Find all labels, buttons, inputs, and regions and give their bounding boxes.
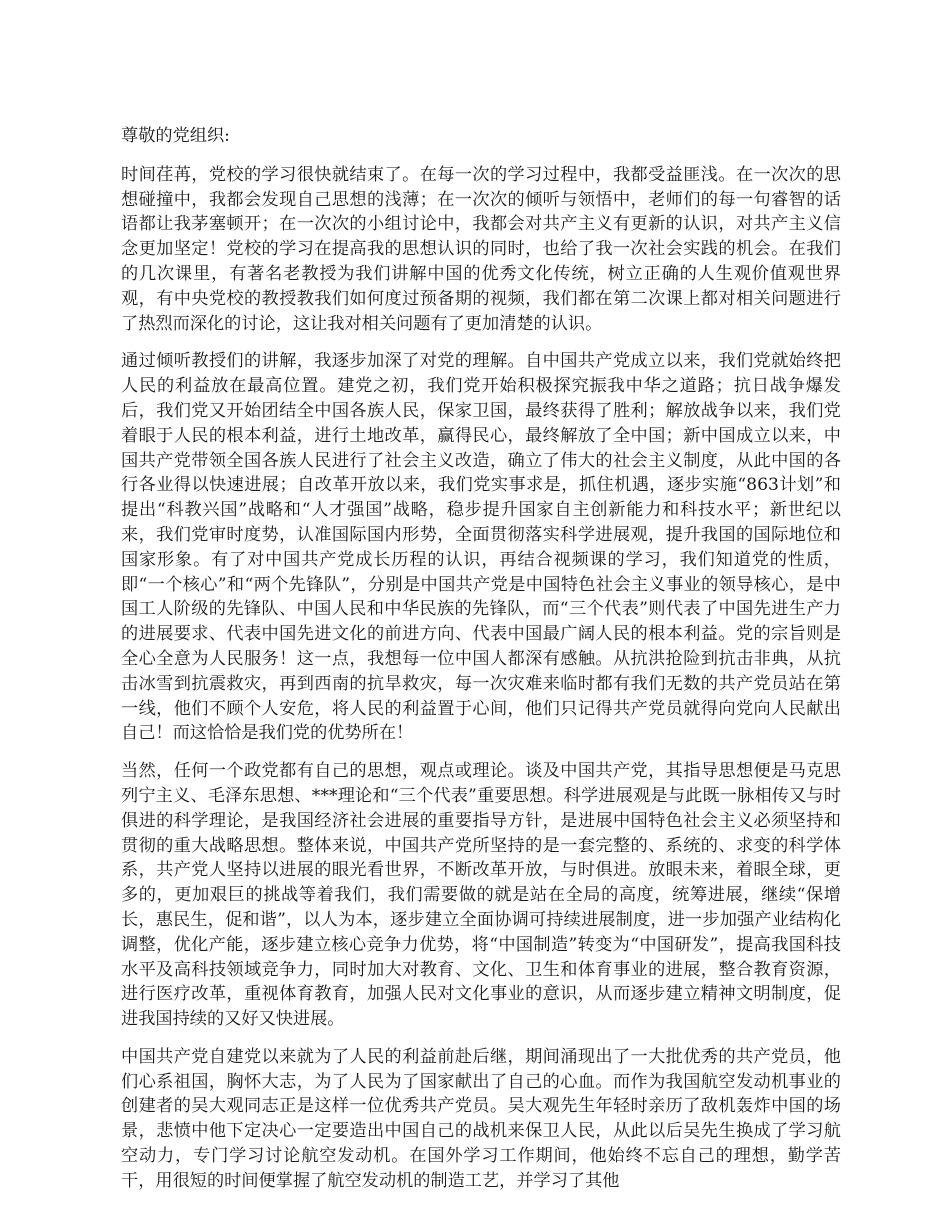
salutation: 尊敬的党组织: (121, 126, 230, 146)
paragraph: 当然，任何一个政党都有自己的思想，观点或理论。谈及中国共产党，其指导思想便是马克思列宁主义、毛泽东思想、***理论和“三个代表”重要思想。科学进展观是与此既一脉相传又与时俱进的科学理论，是我国经济社会进展的重要指导方针，是进展中国特色社会主义必须坚持和贯彻的重大战略思想。整体来说，中国共产党所坚持的是一套完整的、系统的、求变的科学体系，共产党人坚持以进展的眼光看世界，不断改革开放，与时俱进。放眼未来，着眼全球，更多的，更加艰巨的挑战等着我们，我们需要做的就是站在全局的高度，统筹进展，继续“保增长，惠民生，促和谐”，以人为本，逐步建立全面协调可持续进展制度，进一步加强产业结构化调整，优化产能，逐步建立核心竞争力优势，将“中国制造”转变为“中国研发”，提高我国科技水平及高科技领域竞争力，同时加大对教育、文化、卫生和体育事业的进展，整合教育资源，进行医疗改革，重视体育教育，加强人民对文化事业的意识，从而逐步建立精神文明制度，促进我国持续的又好又快进展。 (121, 761, 841, 1030)
paragraph: 通过倾听教授们的讲解，我逐步加深了对党的理解。自中国共产党成立以来，我们党就始终把人民的利益放在最高位置。建党之初，我们党开始积极探究振我中华之道路；抗日战争爆发后，我们党又开始团结全中国各族人民，保家卫国，最终获得了胜利；解放战争以来，我们党着眼于人民的根本利益，进行土地改革，赢得民心，最终解放了全中国；新中国成立以来，中国共产党带领全国各族人民进行了社会主义改造，确立了伟大的社会主义制度，从此中国的各行各业得以快速进展；自改革开放以来，我们党实事求是，抓住机遇，逐步实施“863计划”和提出“科教兴国”战略和“人才强国”战略，稳步提升国家自主创新能力和科技水平；新世纪以来，我们党审时度势，认准国际国内形势，全面贯彻落实科学进展观，提升我国的国际地位和国家形象。有了对中国共产党成长历程的认识，再结合视频课的学习，我们知道党的性质，即“一个核心”和“两个先锋队”，分别是中国共产党是中国特色社会主义事业的领导核心，是中国工人阶级的先锋队、中国人民和中华民族的先锋队，而“三个代表”则代表了中国先进生产力的进展要求、代表中国先进文化的前进方向、代表中国最广阔人民的根本利益。党的宗旨则是全心全意为人民服务！这一点，我想每一位中国人都深有感触。从抗洪抢险到抗击非典，从抗击冰雪到抗震救灾，再到西南的抗旱救灾，每一次灾难来临时都有我们无数的共产党员站在第一线，他们不顾个人安危，将人民的利益置于心间，他们只记得共产党员就得向党向人民献出自己！而这恰恰是我们党的优势所在！ (121, 351, 841, 744)
paragraph: 时间荏苒，党校的学习很快就结束了。在每一次的学习过程中，我都受益匪浅。在一次次的思想碰撞中，我都会发现自己思想的浅薄；在一次次的倾听与领悟中，老师们的每一句睿智的话语都让我茅塞顿开；在一次次的小组讨论中，我都会对共产主义有更新的认识，对共产主义信念更加坚定！党校的学习在提高我的思想认识的同时，也给了我一次社会实践的机会。在我们的几次课里，有著名老教授为我们讲解中国的优秀文化传统，树立正确的人生观价值观世界观，有中央党校的教授教我们如何度过预备期的视频，我们都在第二次课上都对相关问题进行了热烈而深化的讨论，这让我对相关问题有了更加清楚的认识。 (121, 164, 841, 334)
document-body (121, 124, 841, 1207)
paragraph: 中国共产党自建党以来就为了人民的利益前赴后继，期间涌现出了一大批优秀的共产党员，他们心系祖国，胸怀大志，为了人民为了国家献出了自己的心血。而作为我国航空发动机事业的创建者的吴大观同志正是这样一位优秀共产党员。吴大观先生年轻时亲历了敌机轰炸中国的场景，悲愤中他下定决心一定要造出中国自己的战机来保卫人民，从此以后吴先生换成了学习航空动力，专门学习讨论航空发动机。在国外学习工作期间，他始终不忘自己的理想，勤学苦干，用很短的时间便掌握了航空发动机的制造工艺，并学习了其他 (121, 1046, 841, 1191)
